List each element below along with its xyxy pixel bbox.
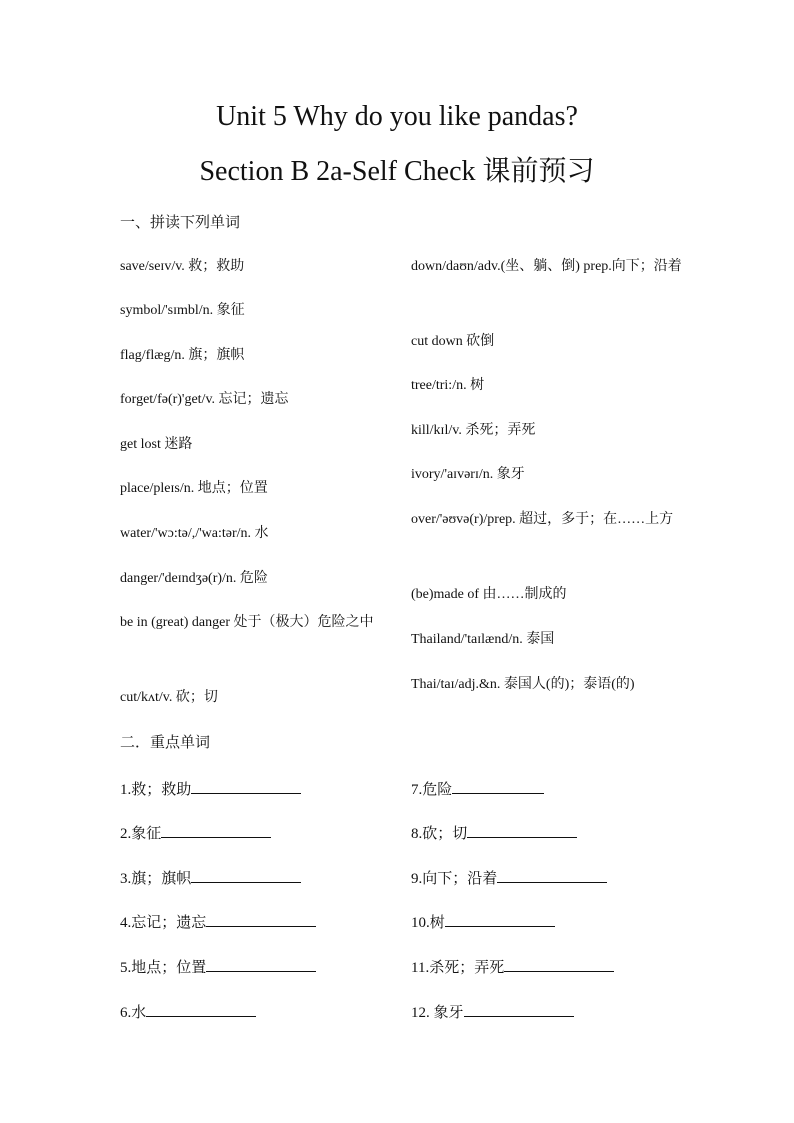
answer-line[interactable] bbox=[191, 866, 301, 883]
vocab-item: be in (great) danger 处于（极大）危险之中 bbox=[120, 615, 374, 630]
answer-line[interactable] bbox=[161, 821, 271, 838]
answer-line[interactable] bbox=[191, 777, 301, 794]
vocab-item: place/pleɪs/n. 地点；位置 bbox=[120, 481, 268, 496]
blank-prompt: 2.象征 bbox=[120, 826, 162, 842]
vocab-item: ivory/'aɪvərɪ/n. 象牙 bbox=[411, 467, 525, 482]
answer-line[interactable] bbox=[452, 777, 544, 794]
answer-line[interactable] bbox=[206, 955, 316, 972]
blank-prompt: 11.杀死；弄死 bbox=[411, 960, 505, 976]
blank-item bbox=[120, 910, 316, 933]
answer-line[interactable] bbox=[146, 1000, 256, 1017]
vocab-item: down/daʊn/adv.(坐、躺、倒) prep.向下；沿着 bbox=[411, 259, 682, 274]
answer-line[interactable] bbox=[467, 821, 577, 838]
blank-prompt: 4.忘记；遗忘 bbox=[120, 915, 207, 931]
vocab-item: tree/tri:/n. 树 bbox=[411, 378, 485, 393]
section-heading-spelling: 一、拼读下列单词 bbox=[120, 213, 241, 231]
vocab-item: symbol/'sɪmbl/n. 象征 bbox=[120, 303, 245, 318]
page-title: Unit 5 Why do you like pandas? bbox=[216, 101, 578, 132]
page-subtitle: Section B 2a-Self Check 课前预习 bbox=[199, 156, 595, 187]
vocab-item: save/seɪv/v. 救；救助 bbox=[120, 259, 245, 274]
vocab-item: danger/'deɪndʒə(r)/n. 危险 bbox=[120, 571, 268, 586]
vocab-item: (be)made of 由……制成的 bbox=[411, 587, 567, 602]
vocab-item: get lost 迷路 bbox=[120, 437, 193, 452]
answer-line[interactable] bbox=[206, 910, 316, 927]
section-heading-key-words: 二．重点单词 bbox=[120, 733, 211, 751]
blank-prompt: 10.树 bbox=[411, 915, 445, 931]
blank-prompt: 12. 象牙 bbox=[411, 1005, 464, 1021]
blank-prompt: 9.向下；沿着 bbox=[411, 871, 498, 887]
blank-prompt: 3.旗；旗帜 bbox=[120, 871, 192, 887]
blank-item bbox=[411, 1000, 574, 1023]
blank-prompt: 6.水 bbox=[120, 1005, 147, 1021]
vocab-item: water/'wɔ:tə/,/'wa:tər/n. 水 bbox=[120, 526, 269, 541]
answer-line[interactable] bbox=[504, 955, 614, 972]
blank-item bbox=[120, 866, 301, 889]
blank-prompt: 7.危险 bbox=[411, 782, 453, 798]
vocab-item: over/'əʊvə(r)/prep. 超过，多于；在……上方 bbox=[411, 512, 674, 527]
vocab-item: forget/fə(r)'get/v. 忘记；遗忘 bbox=[120, 392, 289, 407]
answer-line[interactable] bbox=[464, 1000, 574, 1017]
blank-prompt: 1.救；救助 bbox=[120, 782, 192, 798]
answer-line[interactable] bbox=[445, 910, 555, 927]
blank-item bbox=[120, 821, 271, 844]
blank-item bbox=[120, 777, 301, 800]
blank-item bbox=[411, 910, 555, 933]
answer-line[interactable] bbox=[497, 866, 607, 883]
blank-item bbox=[411, 955, 614, 978]
blank-item bbox=[120, 1000, 256, 1023]
blank-prompt: 8.砍；切 bbox=[411, 826, 468, 842]
blank-item bbox=[411, 866, 607, 889]
vocab-item: cut down 砍倒 bbox=[411, 334, 495, 349]
blank-prompt: 5.地点；位置 bbox=[120, 960, 207, 976]
vocab-item: Thai/taɪ/adj.&n. 泰国人(的)；泰语(的) bbox=[411, 677, 635, 692]
blank-item bbox=[120, 955, 316, 978]
vocab-item: flag/flæg/n. 旗；旗帜 bbox=[120, 348, 245, 363]
vocab-item: cut/kʌt/v. 砍；切 bbox=[120, 690, 218, 705]
blank-item bbox=[411, 777, 544, 800]
blank-item bbox=[411, 821, 577, 844]
vocab-item: Thailand/'taɪlænd/n. 泰国 bbox=[411, 632, 555, 647]
vocab-item: kill/kɪl/v. 杀死；弄死 bbox=[411, 423, 536, 438]
